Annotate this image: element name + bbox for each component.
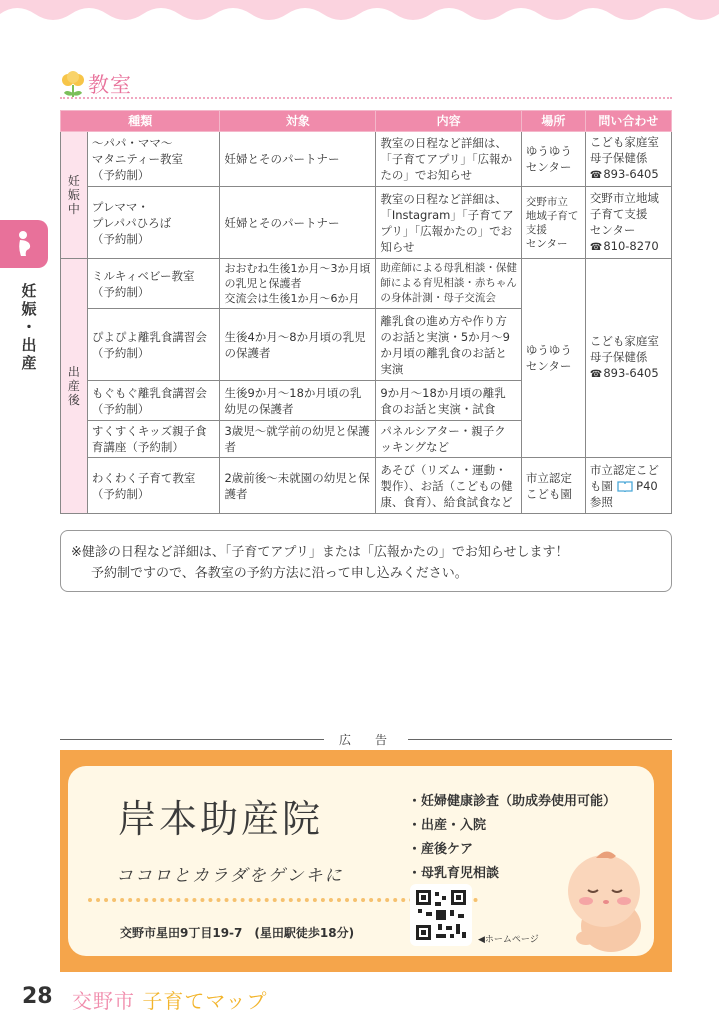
pregnant-mother-icon — [14, 230, 34, 258]
phone-number: ☎ 810-8270 — [590, 239, 659, 253]
class-place: 市立認定 こども園 — [521, 458, 585, 514]
class-target: 生後4か月～8か月頃の乳児の保護者 — [220, 309, 376, 381]
inquiry-name: こども家庭室 母子保健係 — [589, 135, 659, 165]
inquiry-name: こども家庭室 母子保健係 — [589, 334, 659, 364]
header-content: 内容 — [376, 111, 522, 132]
side-section-label: 妊 娠 ・ 出 産 — [21, 282, 37, 372]
phone-number: ☎ 893-6405 — [590, 366, 659, 380]
class-target: 3歳児～就学前の幼児と保護者 — [220, 421, 376, 458]
table-row — [61, 259, 672, 309]
notice-line-2: 予約制ですので、各教室の予約方法に沿って申し込みください。 — [91, 566, 468, 581]
flower-icon — [60, 71, 86, 99]
class-content: 離乳食の進め方や作り方のお話と実演・5か月～9か月頃の離乳食のお話と実演 — [376, 309, 522, 381]
ad-service-item: ・妊婦健康診査（助成券使用可能） — [408, 794, 617, 809]
publication-name: 子育てマップ — [142, 989, 268, 1013]
table-row — [61, 458, 672, 514]
group-postnatal: 出産後 — [61, 259, 88, 514]
inquiry-name: 交野市立地域 子育て支援 センター — [589, 190, 659, 237]
book-icon — [617, 481, 633, 492]
side-tab — [0, 220, 48, 268]
class-name: すくすくキッズ親子食育講座（予約制） — [87, 421, 220, 458]
class-content: パネルシアター・親子クッキングなど — [376, 421, 522, 458]
table-row — [61, 187, 672, 259]
class-content: 9か月～18か月頃の離乳食のお話と実演・試食 — [376, 381, 522, 421]
classes-table — [60, 110, 672, 514]
class-name: わくわく子育て教室 （予約制） — [87, 458, 220, 514]
table-header-row — [61, 111, 672, 132]
top-wave-border — [0, 0, 719, 28]
ad-label: 広 告 — [338, 733, 393, 747]
qr-code[interactable] — [410, 884, 472, 946]
group-prenatal: 妊娠中 — [61, 132, 88, 259]
ad-panel — [68, 766, 654, 956]
header-type: 種類 — [61, 111, 220, 132]
class-content: 教室の日程など詳細は、「Instagram」「子育てアプリ」「広報かたの」でお知らせ — [376, 187, 522, 259]
baby-illustration — [556, 846, 656, 956]
header-target: 対象 — [220, 111, 376, 132]
class-inquiry — [585, 132, 671, 187]
homepage-label: ◀ホームページ — [478, 935, 539, 945]
class-target: 2歳前後～未就園の幼児と保護者 — [220, 458, 376, 514]
phone-number: ☎ 893-6405 — [590, 167, 659, 181]
class-target: 妊婦とそのパートナー — [220, 187, 376, 259]
publication-city: 交野市 — [72, 989, 135, 1013]
ad-slogan: ココロとカラダをゲンキに — [116, 866, 344, 886]
class-place: ゆうゆう センター — [521, 259, 585, 458]
page-title: 教室 — [88, 73, 132, 97]
class-name: ～パパ・ママ～ マタニティー教室 （予約制） — [87, 132, 220, 187]
ad-label-row — [60, 731, 672, 747]
page-reference: P40 — [636, 478, 658, 493]
class-content: 助産師による母乳相談・保健師による育児相談・赤ちゃんの身体計測・母子交流会 — [376, 259, 522, 309]
ad-address: 交野市星田9丁目19-7 (星田駅徒歩18分) — [120, 926, 355, 940]
class-target: おおむね生後1か月～3か月頃の乳児と保護者 交流会は生後1か月～6か月 — [220, 259, 376, 309]
publication-title — [72, 985, 268, 1014]
class-place: 交野市立 地域子育て 支援 センター — [521, 187, 585, 259]
ad-label-line-left — [60, 739, 324, 740]
ad-service-item: ・出産・入院 — [408, 818, 487, 833]
class-inquiry — [585, 458, 671, 514]
notice-line-1: ※健診の日程など詳細は、「子育てアプリ」または「広報かたの」でお知らせします！ — [71, 545, 569, 560]
class-content: あそび（リズム・運動・製作）、お話（こどもの健康、食育）、給食試食など — [376, 458, 522, 514]
ad-service-item: ・母乳育児相談 — [408, 866, 500, 881]
header-inquiry: 問い合わせ — [585, 111, 671, 132]
ad-clinic-name: 岸本助産院 — [118, 797, 324, 841]
class-place: ゆうゆう センター — [521, 132, 585, 187]
header-place: 場所 — [521, 111, 585, 132]
class-inquiry — [585, 259, 671, 458]
class-inquiry — [585, 187, 671, 259]
inquiry-name: 市立認定こども園 — [589, 462, 659, 493]
class-name: もぐもぐ離乳食講習会 （予約制） — [87, 381, 220, 421]
class-target: 妊婦とそのパートナー — [220, 132, 376, 187]
reference-note: 参照 — [589, 494, 613, 509]
ad-label-line-right — [408, 739, 672, 740]
class-content: 教室の日程など詳細は、「子育てアプリ」「広報かたの」でお知らせ — [376, 132, 522, 187]
class-target: 生後9か月～18か月頃の乳幼児の保護者 — [220, 381, 376, 421]
advertisement[interactable] — [60, 750, 672, 972]
class-name: ミルキィベビー教室 （予約制） — [87, 259, 220, 309]
table-row — [61, 132, 672, 187]
title-divider — [60, 97, 672, 101]
class-name: プレママ・ プレパパひろば （予約制） — [87, 187, 220, 259]
class-name: ぴよぴよ離乳食講習会 （予約制） — [87, 309, 220, 381]
notice-box — [60, 530, 672, 592]
page-number: 28 — [22, 984, 53, 1009]
ad-service-item: ・産後ケア — [408, 842, 474, 857]
